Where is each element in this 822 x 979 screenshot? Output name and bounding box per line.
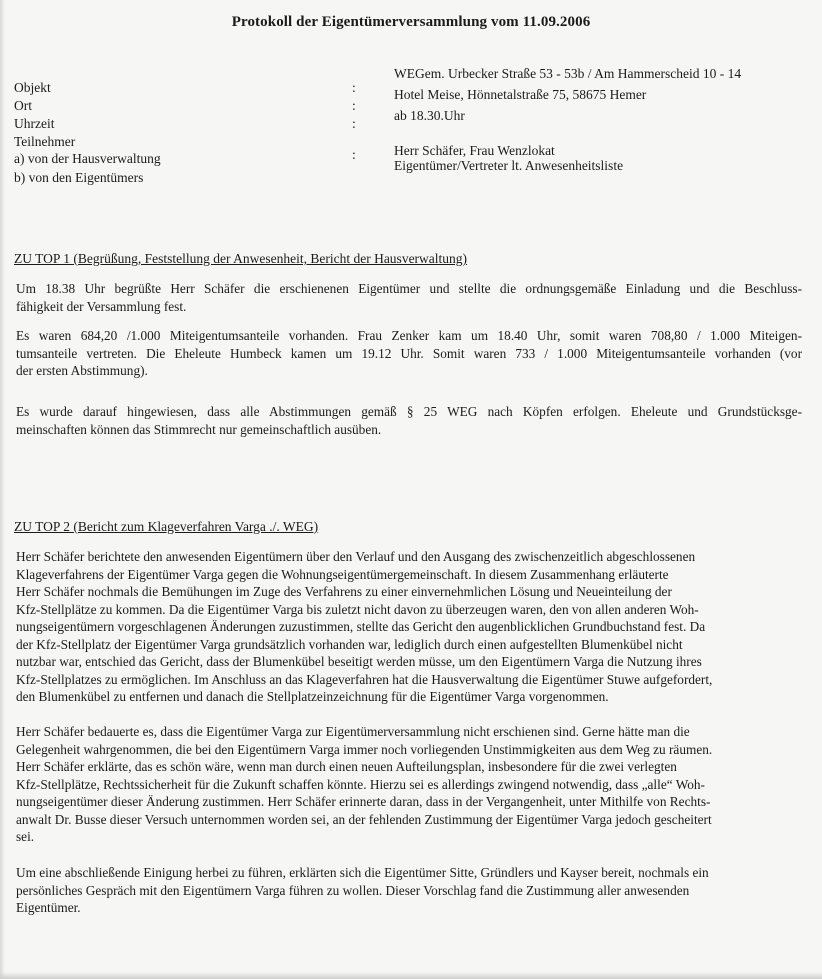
teilnehmer-b-label: b) von den Eigentümers — [14, 170, 144, 185]
text-line: Es wurde darauf hingewiesen, dass alle Abstimmungen gemäß § 25 WEG nach Köpfen erfolgen. Eheleute und Grundstücksge- — [16, 404, 802, 419]
text-line: Herr Schäfer nochmals die Bemühungen im Zuge des Verfahrens zu einer einvernehmlichen Lösung und Neueinteilung der — [16, 584, 672, 599]
objekt-value: WEGem. Urbecker Straße 53 - 53b / Am Hammerscheid 10 - 14 — [394, 66, 742, 81]
text-line: Kfz-Stellplätze, Rechtssicherheit für die Zukunft schaffen könnte. Hierzu sei es allerdings zwingend notwendig, dass „alle“ Woh- — [16, 776, 705, 792]
document-title: Protokoll der Eigentümerversammlung vom 11.09.2006 — [231, 14, 591, 30]
text-line: nutzbar war, entschied das Gericht, dass der Blumenkübel beseitigt werden müsse, um den Eigentümern Varga die Nutzung ihres — [16, 654, 702, 669]
teilnehmer-label: Teilnehmer — [14, 134, 76, 149]
scan-edge-left — [0, 0, 5, 979]
ort-value: Hotel Meise, Hönnetalstraße 75, 58675 Hemer — [394, 87, 647, 102]
text-line: Herr Schäfer bedauerte es, dass die Eigentümer Varga zur Eigentümerversammlung nicht erschienen sind. Gerne hätte man die — [16, 724, 690, 739]
uhrzeit-value: ab 18.30.Uhr — [394, 108, 465, 123]
text-line: Kfz-Stellplätze zu kommen. Da die Eigentümer Varga bis zuletzt nicht davon zu überzeugen waren, den von allen anderen Woh- — [16, 601, 699, 617]
text-line: Um 18.38 Uhr begrüßte Herr Schäfer die erschienenen Eigentümer und stellte die ordnungsgemäße Einladung und die Beschluss- — [16, 281, 802, 296]
text-line: tumsanteile vertreten. Die Eheleute Humbeck kamen um 19.12 Uhr. Somit waren 733 / 1.000 Miteigentumsanteile vorhanden (vor — [16, 345, 802, 361]
text-line: nungseigentümer dieser Änderung zustimmen. Herr Schäfer erinnerte daran, dass in der Vergangenheit, unter Mithilfe von Rechts- — [16, 794, 711, 809]
ort-colon: : — [352, 98, 356, 113]
teilnehmer-a-value: Herr Schäfer, Frau Wenzlokat — [394, 143, 555, 158]
top2-paragraph-3 — [16, 864, 802, 917]
text-line: Herr Schäfer berichtete den anwesenden Eigentümern über den Verlauf und den Ausgang des zwischenzeitlich abgeschlossenen — [16, 549, 696, 564]
text-line: der Kfz-Stellplatz der Eigentümer Varga grundsätzlich vorhanden war, lediglich durch einen aufgestellten Blumenkübel nicht — [16, 636, 683, 652]
text-line: meinschaften können das Stimmrecht nur gemeinschaftlich ausüben. — [16, 421, 382, 437]
text-line: anwalt Dr. Busse dieser Versuch unternommen worden sei, an der fehlenden Zustimmung der Eigentümer Varga jedoch gescheitert — [16, 811, 712, 827]
text-line: sei. — [16, 829, 35, 844]
top1-paragraph-3 — [16, 403, 802, 438]
teilnehmer-b-value: Eigentümer/Vertreter lt. Anwesenheitsliste — [394, 158, 624, 173]
top1-paragraph-2 — [16, 327, 802, 380]
text-line: Es waren 684,20 /1.000 Miteigentumsanteile vorhanden. Frau Zenker kam um 18.40 Uhr, somit waren 708,80 / 1.000 Miteigen- — [16, 328, 802, 343]
text-line: nungseigentümern vorgeschlagenen Änderungen zuzustimmen, stellte das Gericht den augenblicklichen Grundbuchstand fest. Da — [16, 619, 706, 634]
ort-label: Ort — [14, 98, 32, 113]
scan-edge-bottom — [0, 972, 822, 979]
text-line: Kfz-Stellplatzes zu ermöglichen. Im Anschluss an das Klageverfahren hat die Hausverwaltung die Eigentümer Stuwe aufgefordert, — [16, 671, 713, 687]
text-line: der ersten Abstimmung). — [16, 363, 148, 378]
text-line: fähigkeit der Versammlung fest. — [16, 298, 187, 314]
top1-paragraph-1 — [16, 280, 802, 315]
uhrzeit-colon: : — [352, 116, 356, 131]
text-line: persönliches Gespräch mit den Eigentümern Varga führen zu wollen. Dieser Vorschlag fand die Zustimmung aller anwesenden — [16, 882, 690, 898]
objekt-label: Objekt — [14, 80, 51, 95]
top2-paragraph-1 — [16, 548, 802, 706]
text-line: Um eine abschließende Einigung herbei zu führen, erklärten sich die Eigentümer Sitte, Gründlers und Kayser bereit, nochmals ein — [16, 865, 709, 880]
teilnehmer-a-colon: : — [352, 147, 356, 162]
teilnehmer-a-label: a) von der Hausverwaltung — [14, 151, 161, 166]
text-line: Klageverfahrens der Eigentümer Varga gegen die Wohnungseigentümergemeinschaft. In diesem Zusammenhang erläuterte — [16, 566, 669, 582]
text-line: Herr Schäfer erklärte, das es schön wäre, wenn man durch einen neuen Aufteilungsplan, insbesondere für die zwei verlegten — [16, 759, 677, 774]
uhrzeit-label: Uhrzeit — [14, 116, 55, 131]
top2-heading: ZU TOP 2 (Bericht zum Klageverfahren Varga ./. WEG) — [14, 519, 319, 534]
objekt-colon: : — [352, 80, 356, 95]
text-line: Eigentümer. — [16, 900, 81, 915]
text-line: Gelegenheit wahrgenommen, die bei den Eigentümern Varga immer noch vorliegenden Unstimmigkeiten aus dem Weg zu räumen. — [16, 741, 713, 757]
top1-heading: ZU TOP 1 (Begrüßung, Feststellung der Anwesenheit, Bericht der Hausverwaltung) — [14, 251, 468, 266]
text-line: den Blumenkübel zu entfernen und danach die Stellplatzeinzeichnung für die Eigentümer Varga vorgenommen. — [16, 689, 609, 704]
top2-paragraph-2 — [16, 723, 802, 846]
